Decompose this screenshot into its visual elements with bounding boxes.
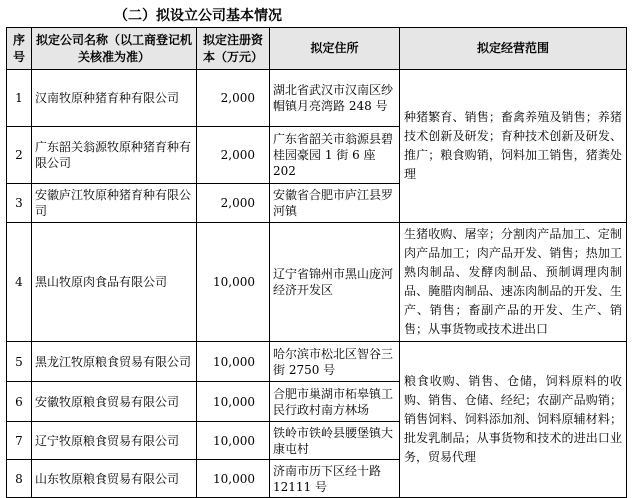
header-no: 序号: [7, 28, 32, 70]
cell-company-name: 山东牧原粮食贸易有限公司: [32, 460, 197, 498]
cell-capital: 10,000: [197, 382, 270, 422]
cell-capital: 10,000: [197, 422, 270, 460]
cell-no: 2: [7, 127, 32, 184]
cell-address: 广东省韶关市翁源县碧桂园豪园 1 街 6 座 202: [270, 127, 400, 184]
cell-address: 湖北省武汉市汉南区纱帽镇月亮湾路 248 号: [270, 70, 400, 127]
cell-no: 4: [7, 223, 32, 342]
cell-no: 6: [7, 382, 32, 422]
cell-address: 济南市历下区经十路 12111 号: [270, 460, 400, 498]
cell-capital: 10,000: [197, 342, 270, 382]
cell-company-name: 广东韶关翁源牧原种猪育种有限公司: [32, 127, 197, 184]
cell-company-name: 辽宁牧原粮食贸易有限公司: [32, 422, 197, 460]
cell-company-name: 安徽庐江牧原种猪育种有限公司: [32, 184, 197, 223]
header-name: 拟定公司名称（以工商登记机关核准为准）: [32, 28, 197, 70]
cell-capital: 10,000: [197, 223, 270, 342]
cell-company-name: 安徽牧原粮食贸易有限公司: [32, 382, 197, 422]
cell-company-name: 黑山牧原肉食品有限公司: [32, 223, 197, 342]
cell-address: 辽宁省锦州市黑山庞河经济开发区: [270, 223, 400, 342]
cell-capital: 2,000: [197, 70, 270, 127]
header-capital: 拟定注册资本（万元）: [197, 28, 270, 70]
header-scope: 拟定经营范围: [400, 28, 627, 70]
cell-capital: 10,000: [197, 460, 270, 498]
company-table: [6, 27, 627, 498]
cell-scope-grain: 粮食收购、销售、仓储，饲料原料的收购、销售、仓储、经纪；农副产品购销；销售饲料、饲料添加剂、饲料原辅材料；批发乳制品；从事货物和技术的进出口业务，贸易代理: [400, 342, 627, 498]
header-address: 拟定住所: [270, 28, 400, 70]
cell-capital: 2,000: [197, 184, 270, 223]
table-row: [7, 223, 627, 342]
cell-no: 3: [7, 184, 32, 223]
cell-address: 安徽省合肥市庐江县罗河镇: [270, 184, 400, 223]
cell-no: 5: [7, 342, 32, 382]
cell-no: 1: [7, 70, 32, 127]
cell-company-name: 黑龙江牧原粮食贸易有限公司: [32, 342, 197, 382]
section-title: （二）拟设立公司基本情况: [114, 8, 282, 24]
cell-address: 铁岭市铁岭县腰堡镇大康屯村: [270, 422, 400, 460]
table-row: [7, 70, 627, 127]
header-row: [7, 28, 627, 70]
cell-company-name: 汉南牧原种猪育种有限公司: [32, 70, 197, 127]
cell-no: 8: [7, 460, 32, 498]
cell-address: 哈尔滨市松北区智谷三街 2750 号: [270, 342, 400, 382]
cell-capital: 2,000: [197, 127, 270, 184]
cell-scope-breeding: 种猪繁育、销售；畜禽养殖及销售；养猪技术创新及研发；育种技术创新及研发、推广；粮食购销，饲料加工销售，猪粪处理: [400, 70, 627, 223]
cell-address: 合肥市巢湖市柘皋镇工民行政村南方林场: [270, 382, 400, 422]
cell-scope-meat: 生猪收购、屠宰；分割肉产品加工、定制肉产品加工；肉产品开发、销售；热加工熟肉制品、发酵肉制品、预制调理肉制品、腌腊肉制品、速冻肉制品的开发、生产、销售；畜副产品的开发、生产、销售；从事货物或技术进出口: [400, 223, 627, 342]
cell-no: 7: [7, 422, 32, 460]
table-row: [7, 342, 627, 382]
